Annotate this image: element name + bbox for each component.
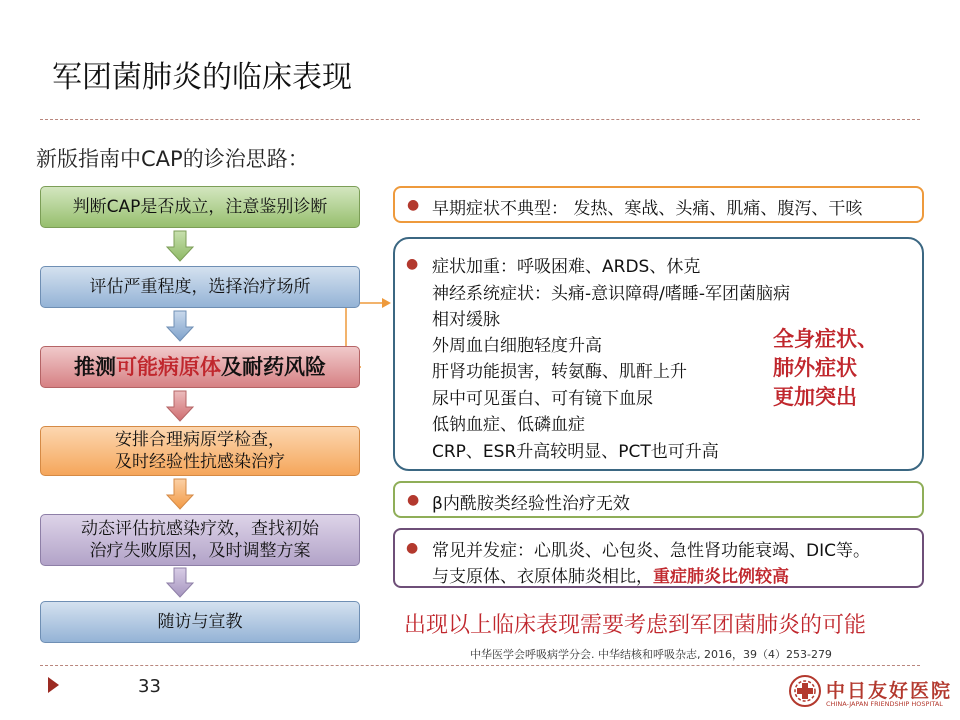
flow-step-severity: 评估严重程度，选择治疗场所 <box>40 266 360 308</box>
flow-step-etiology-test: 安排合理病原学检查， 及时经验性抗感染治疗 <box>40 426 360 476</box>
bullet-icon: ● <box>407 197 420 213</box>
footer-divider <box>40 665 920 666</box>
flow-arrow-4 <box>167 479 193 509</box>
early-symptoms-text: 早期症状不典型： 发热、寒战、头痛、肌痛、腹泻、干咳 <box>432 199 863 219</box>
flow-arrow-5 <box>167 568 193 597</box>
conclusion-text: 出现以上临床表现需要考虑到军团菌肺炎的可能 <box>404 613 867 638</box>
flow-step-pathogen: 推测 可能病原体 及耐药风险 <box>40 346 360 388</box>
complications-line-1: 常见并发症：心肌炎、心包炎、急性肾功能衰竭、DIC等。 <box>432 541 870 561</box>
severe-pneumonia-highlight: 重症肺炎比例较高 <box>653 567 789 587</box>
flow-step-evaluation: 动态评估抗感染疗效，查找初始 治疗失败原因，及时调整方案 <box>40 514 360 566</box>
page-number: 33 <box>138 676 161 697</box>
symptom-line: 神经系统症状：头痛-意识障碍/嗜睡-军团菌脑病 <box>432 284 790 304</box>
symptom-line: 尿中可见蛋白、可有镜下血尿 <box>432 389 653 409</box>
symptom-line: 症状加重：呼吸困难、ARDS、休克 <box>432 257 701 277</box>
symptom-line: 相对缓脉 <box>432 310 500 330</box>
logo-name-cn: 中日友好医院 <box>826 680 953 702</box>
bullet-icon: ● <box>407 492 420 508</box>
slide-title: 军团菌肺炎的临床表现 <box>52 60 352 95</box>
emphasis-line: 更加突出 <box>773 385 857 409</box>
symptom-line: CRP、ESR升高较明显、PCT也可升高 <box>432 442 719 462</box>
flow-arrow-1 <box>167 231 193 261</box>
flow-arrow-2 <box>167 311 193 341</box>
symptom-line: 肝肾功能损害，转氨酶、肌酐上升 <box>432 362 687 382</box>
triangle-icon <box>48 677 59 693</box>
subtitle: 新版指南中CAP的诊治思路： <box>36 147 309 171</box>
flow-arrow-3 <box>167 391 193 421</box>
symptom-line: 外周血白细胞轻度升高 <box>432 336 602 356</box>
hospital-logo-icon <box>788 674 822 708</box>
emphasis-line: 全身症状、 <box>773 327 878 351</box>
flow-step-diagnosis: 判断CAP是否成立，注意鉴别诊断 <box>40 186 360 228</box>
beta-lactam-text: β内酰胺类经验性治疗无效 <box>432 494 630 514</box>
symptom-line: 低钠血症、低磷血症 <box>432 415 585 435</box>
complications-line-2: 与支原体、衣原体肺炎相比，重症肺炎比例较高 <box>432 567 789 587</box>
logo-name-en: CHINA-JAPAN FRIENDSHIP HOSPITAL <box>826 700 943 708</box>
bullet-icon: ● <box>406 256 419 272</box>
emphasis-line: 肺外症状 <box>773 356 857 380</box>
pathogen-highlight: 可能病原体 <box>116 355 221 379</box>
bullet-icon: ● <box>406 540 419 556</box>
citation: 中华医学会呼吸病学分会. 中华结核和呼吸杂志, 2016，39（4）253-279 <box>470 648 832 661</box>
flow-step-followup: 随访与宣教 <box>40 601 360 643</box>
